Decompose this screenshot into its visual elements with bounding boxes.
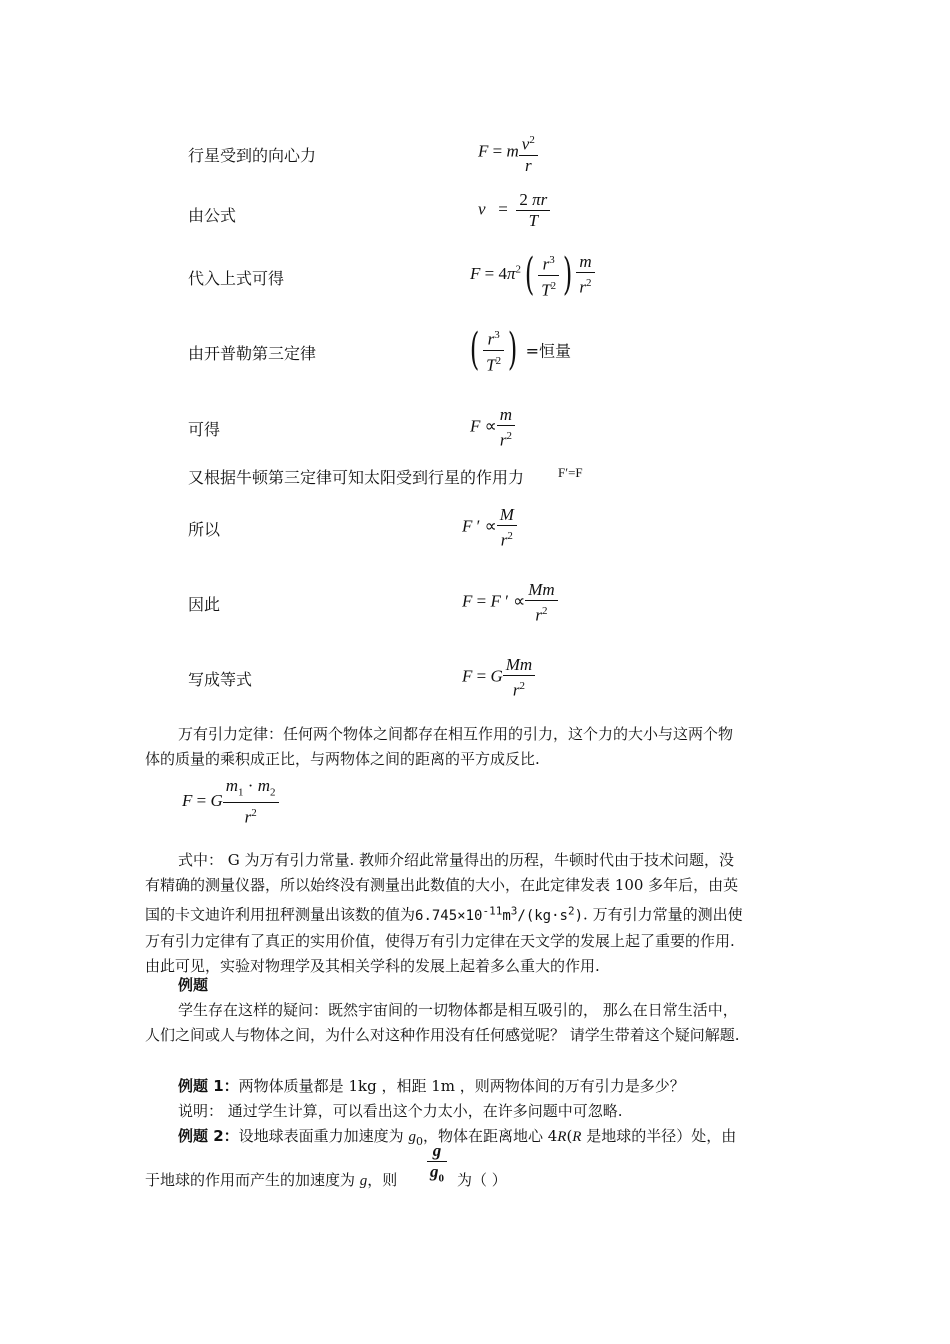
constant-unit: m [502,907,511,924]
formula-kepler-third-law: ( $\frac{r^3}{T^2}$ ) =恒量 [469,324,571,376]
row-label: 可得 [188,420,221,439]
row-label: 写成等式 [188,670,253,689]
example-2-line2-a: 于地球的作用而产生的加速度为 [145,1171,360,1189]
fraction-g-over-g0: $\frac{g}{g_0}$ [427,1141,447,1188]
g0-symbol [408,1129,416,1145]
example-heading: 例题 [178,976,209,994]
example-1-note-text: 通过学生计算，可以看出这个力太小，在许多问题中可忽略. [223,1102,623,1120]
explain-line-4: 万有引力定律有了真正的实用价值，使得万有引力定律在天文学的发展上起了重要的作用. [145,931,735,950]
example-2-text-b: ，物体在距离地心 4 [422,1127,558,1145]
constant-exponent: -11 [482,904,503,917]
row-label: 代入上式可得 [188,269,285,288]
example-2-text-d: 是地球的半径）处，由 [581,1127,737,1145]
explain-line-3a: 国的卡文迪许利用扭秤测量出该数的值为 [145,905,416,924]
g-symbol: g [359,1173,368,1189]
question-line-2: 人们之间或人与物体之间，为什么对这种作用没有任何感觉呢？ 请学生带着这个疑问解题. [145,1026,740,1044]
row-label: 由开普勒第三定律 [188,344,317,363]
row-label: 因此 [188,595,221,614]
example-1-label: 例题 1： [178,1077,239,1095]
g0-letter: g [408,1129,416,1145]
example-2-text-c: ( [566,1127,573,1145]
formula-proportional-Mm: F = F ′ ∝ $\frac{Mm}{r^2}$ [462,580,558,626]
constant-unit-rest: /(kg·s [517,907,568,924]
formula-substitution: $F = 4\pi^2$( $\frac{r^3}{T^2}$ ) $\frac{m}{r^2}$ [470,250,595,300]
example-2-line2-c: 为（ ） [457,1171,507,1189]
explain-line-5: 由此可见，实验对物理学及其相关学科的发展上起着多么重大的作用. [145,956,600,975]
example-1-note-label: 说明： [178,1102,224,1120]
question-paragraph [145,998,815,1048]
row-label: 所以 [188,520,221,539]
explain-line-2: 有精确的测量仪器，所以始终没有测量出此数值的大小，在此定律发表 100 多年后，由英 [145,876,739,894]
explain-line-1: 式中： G 为万有引力常量. 教师介绍此常量得出的历程，牛顿时代由于技术问题，没 [178,851,735,869]
example-2-line-2-text [145,1169,397,1190]
constant-mantissa: 6.745×10 [415,907,483,924]
formula-newton-third: F′=F [558,465,583,480]
law-line-2: 体的质量的乘积成正比，与两物体之间的距离的平方成反比. [145,750,540,768]
example-1-text: 两物体质量都是 1kg ，相距 1m ，则两物体间的万有引力是多少？ [238,1077,685,1095]
example-2-label: 例题 2： [178,1127,239,1145]
constant-label: =恒量 [525,341,571,361]
example-2-line2-b: ，则 [367,1171,398,1189]
example-2-text-a: 设地球表面重力加速度为 [238,1127,409,1145]
row-label: 又根据牛顿第三定律可知太阳受到行星的作用力 [188,468,525,487]
example-heading-block [145,973,815,998]
row-label: 由公式 [188,206,237,225]
constant-value [415,904,584,924]
formula-centripetal-force: F = m $\frac{v^2}{r}$ [478,130,538,176]
formula-proportional-m: F ∝ $\frac{m}{r^2}$ [470,405,515,451]
example-1-block [145,1074,815,1124]
formula-gravitation-law: F = G $\frac{m_1 \cdot m_2}{r^2}$ [182,776,279,828]
law-paragraph [145,722,815,772]
law-line-1: 万有引力定律：任何两个物体之间都存在相互作用的引力，这个力的大小与这两个物 [178,725,734,743]
formula-velocity: v = $\frac{2 \pi r}{T}$ [478,190,550,231]
constant-close: ) [574,907,584,924]
R-symbol: R [557,1129,567,1145]
formula-proportional-M: F ′ ∝ $\frac{M}{r^2}$ [462,505,517,551]
formula-equation: F = G $\frac{Mm}{r^2}$ [462,655,535,701]
explain-line-3b: . 万有引力常量的测出使 [583,905,743,924]
R-symbol-2: R [572,1129,582,1145]
g0-subscript: 0 [415,1135,423,1148]
constant-unit-exp: 3 [510,904,518,917]
row-label: 行星受到的向心力 [188,146,317,165]
example-2-block [145,1124,815,1154]
explanation-paragraph [145,848,815,979]
constant-unit-exp2: 2 [567,904,575,917]
question-line-1: 学生存在这样的疑问：既然宇宙间的一切物体都是相互吸引的， 那么在日常生活中， [178,1001,738,1019]
